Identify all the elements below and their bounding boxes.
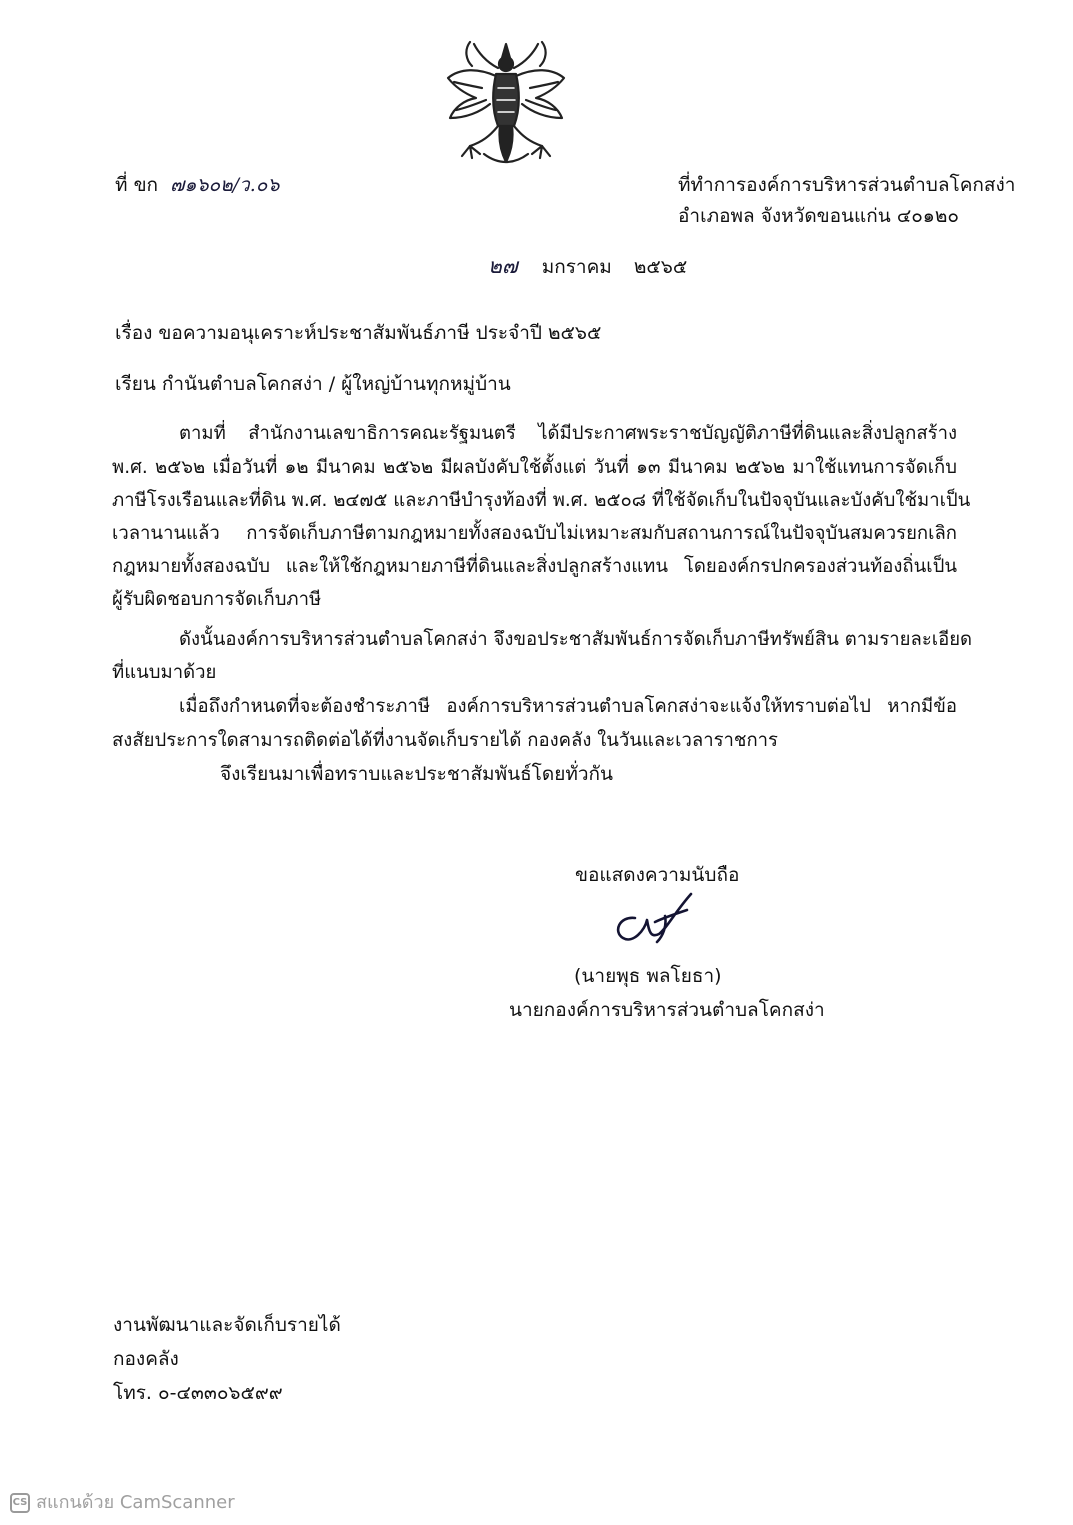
reference-prefix: ที่ ขก bbox=[115, 174, 159, 196]
paragraph-1-line: พ.ศ. ๒๕๖๒ เมื่อวันที่ ๑๒ มีนาคม ๒๕๖๒ มีผลบังคับใช้ตั้งแต่ วันที่ ๑๓ มีนาคม ๒๕๖๒ มาใช้แทนการจัดเก็บ bbox=[112, 457, 957, 478]
signer-name: (นายพุธ พลโยธา) bbox=[574, 965, 722, 987]
addressee-line: เรียน กำนันตำบลโคกสง่า / ผู้ใหญ่บ้านทุกหมู่บ้าน bbox=[115, 373, 511, 395]
date-year: ๒๕๖๕ bbox=[633, 256, 688, 278]
reference-line bbox=[115, 172, 279, 198]
footer-department: งานพัฒนาและจัดเก็บรายได้ bbox=[113, 1314, 341, 1336]
date-month: มกราคม bbox=[541, 256, 612, 278]
reference-number: ๗๑๖๐๒/ว.๐๖ bbox=[170, 174, 280, 196]
camscanner-logo-icon: CS bbox=[10, 1493, 30, 1513]
handwritten-signature-icon bbox=[605, 888, 700, 946]
paragraph-1-line: ตามที่ สำนักงานเลขาธิการคณะรัฐมนตรี ได้มีประกาศพระราชบัญญัติภาษีที่ดินและสิ่งปลูกสร้าง bbox=[179, 423, 957, 444]
office-address-line2: อำเภอพล จังหวัดขอนแก่น ๔๐๑๒๐ bbox=[678, 205, 959, 227]
office-address-line1: ที่ทำการองค์การบริหารส่วนตำบลโคกสง่า bbox=[678, 174, 1016, 196]
signer-title: นายกองค์การบริหารส่วนตำบลโคกสง่า bbox=[509, 999, 825, 1021]
paragraph-4: จึงเรียนมาเพื่อทราบและประชาสัมพันธ์โดยทั่วกัน bbox=[220, 763, 614, 785]
subject-line: เรื่อง ขอความอนุเคราะห์ประชาสัมพันธ์ภาษี ประจำปี ๒๕๖๕ bbox=[115, 322, 602, 344]
date-day: ๒๗ bbox=[488, 254, 518, 278]
paragraph-1-line: ผู้รับผิดชอบการจัดเก็บภาษี bbox=[112, 589, 322, 610]
paragraph-3-line: เมื่อถึงกำหนดที่จะต้องชำระภาษี องค์การบริหารส่วนตำบลโคกสง่าจะแจ้งให้ทราบต่อไป หากมีข้อ bbox=[179, 696, 957, 717]
paragraph-2-line: ที่แนบมาด้วย bbox=[112, 662, 217, 683]
letter-date bbox=[488, 253, 687, 280]
footer-phone: โทร. ๐-๔๓๓๐๖๕๙๙ bbox=[113, 1382, 283, 1404]
closing-salutation: ขอแสดงความนับถือ bbox=[575, 864, 740, 886]
paragraph-1-line: ภาษีโรงเรือนและที่ดิน พ.ศ. ๒๔๗๕ และภาษีบำรุงท้องที่ พ.ศ. ๒๕๐๘ ที่ใช้จัดเก็บในปัจจุบันและบังคับใช้มาเป็น bbox=[112, 490, 971, 511]
paragraph-1-line: กฎหมายทั้งสองฉบับ และให้ใช้กฎหมายภาษีที่ดินและสิ่งปลูกสร้างแทน โดยองค์กรปกครองส่วนท้องถิ่นเป็น bbox=[112, 556, 957, 577]
camscanner-watermark-text: สแกนด้วย CamScanner bbox=[36, 1492, 235, 1513]
garuda-emblem-icon bbox=[440, 38, 572, 168]
paragraph-2-line: ดังนั้นองค์การบริหารส่วนตำบลโคกสง่า จึงขอประชาสัมพันธ์การจัดเก็บภาษีทรัพย์สิน ตามรายละเอียด bbox=[179, 629, 973, 650]
paragraph-3-line: สงสัยประการใดสามารถติดต่อได้ที่งานจัดเก็บรายได้ กองคลัง ในวันและเวลาราชการ bbox=[112, 730, 778, 751]
footer-division: กองคลัง bbox=[113, 1348, 179, 1370]
paragraph-1-line: เวลานานแล้ว การจัดเก็บภาษีตามกฎหมายทั้งสองฉบับไม่เหมาะสมกับสถานการณ์ในปัจจุบันสมควรยกเลิก bbox=[112, 523, 957, 544]
